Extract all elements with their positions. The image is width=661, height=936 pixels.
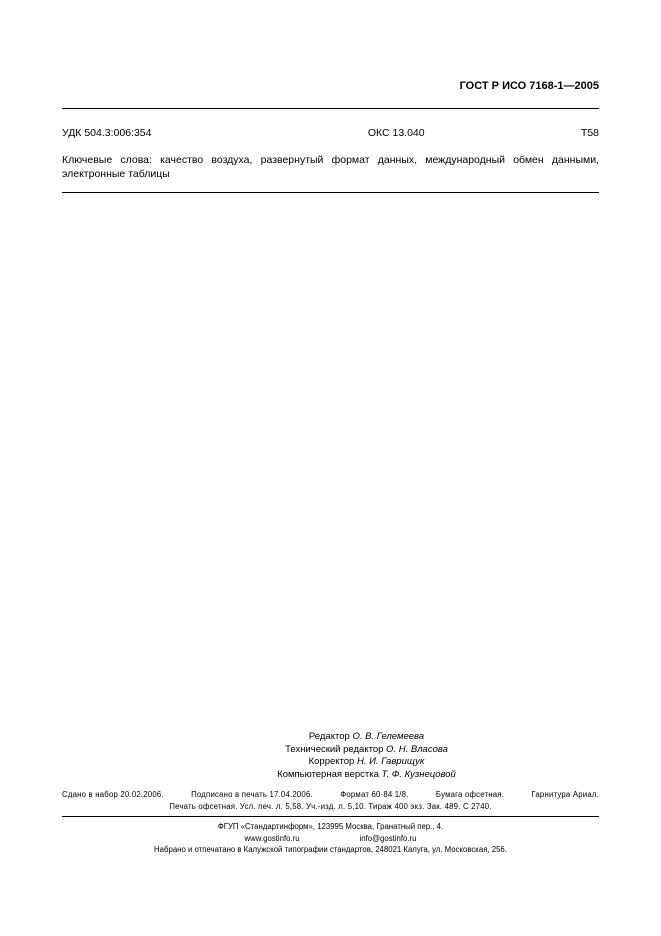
credit-layout — [62, 769, 599, 782]
classification-row — [62, 127, 599, 139]
credit-editor — [62, 731, 599, 744]
print-info-item: Формат 60·84 1/8. — [340, 790, 409, 799]
publisher-info — [62, 821, 599, 856]
credit-name: О. В. Гелемеева — [352, 731, 425, 742]
printer-info: Набрано и отпечатано в Калужской типографии стандартов, 248021 Калуга, ул. Московская, 256. — [154, 845, 507, 854]
publisher-address: ФГУП «Стандартинформ», 123995 Москва, Гранатный пер., 4. — [217, 822, 444, 831]
credit-name: Т. Ф. Кузнецовой — [381, 768, 456, 780]
print-info-line: Печать офсетная. Усл. печ. л. 5,58. Уч.-изд. л. 5,10. Тираж 400 экз. Зак. 489. С 2740. — [169, 802, 492, 811]
credit-name: О. Н. Власова — [386, 743, 448, 755]
divider — [62, 108, 599, 109]
udk-code: УДК 504.3:006:354 — [62, 127, 152, 139]
print-info-item: Сдано в набор 20.02.2006. — [62, 790, 164, 799]
credit-role: Компьютерная верстка — [277, 768, 379, 780]
credit-role: Технический редактор — [285, 743, 384, 755]
credits — [62, 731, 599, 781]
credit-role: Редактор — [308, 731, 350, 742]
divider — [62, 816, 599, 817]
standard-number: ГОСТ Р ИСО 7168-1—2005 — [459, 80, 599, 92]
credit-tech-editor — [62, 744, 599, 757]
keywords: Ключевые слова: качество воздуха, развернутый формат данных, международный обмен данными, электронные таблицы — [62, 154, 599, 180]
credit-corrector — [62, 756, 599, 769]
print-info — [62, 789, 599, 813]
print-info-item: Бумага офсетная. — [435, 790, 505, 799]
print-info-item: Подписано в печать 17.04.2006. — [191, 790, 313, 799]
credit-name: Н. И. Гаврищук — [356, 756, 425, 767]
publisher-website[interactable]: www.gostinfo.ru — [244, 833, 300, 843]
group-code: Т58 — [580, 127, 599, 139]
divider — [62, 192, 599, 193]
print-info-item: Гарнитура Ариал. — [531, 790, 599, 799]
oks-code: ОКС 13.040 — [367, 127, 425, 139]
publisher-email[interactable]: info@gostinfo.ru — [359, 833, 417, 843]
credit-role: Корректор — [308, 756, 355, 767]
